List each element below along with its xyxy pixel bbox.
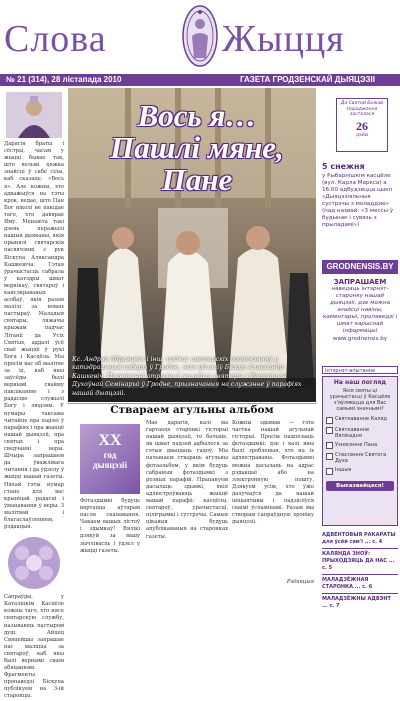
website-link[interactable]: www.grodnensis.by [332,336,388,342]
album-col-2: Кожны здымак — гэта частка нашай агульнай гісторыі. Просім падпісваць фотаздымкі: дзе і калі яны былі зробленыя, хто на іх адлюстраваны. Фотаздымкі можна дасылаць на адрас рэдакцыі або на электронную пошту. Дзякуем усім, хто ўжо далучыўся да нашай ініцыятывы і падзяліўся сваімі ўспамінамі. Разам мы створым сапраўдную хроніку дыяцэзіі. [232,420,314,526]
poll-option[interactable]: Іншыя [326,467,394,475]
sidebar-item-4[interactable]: МАЛАДЗЁЖНЫ АДВЭНТ ... с. 7 [322,596,391,609]
headline-line-1: Вось я… [137,98,257,133]
masthead [0,0,400,86]
countdown-unit: дзён [355,131,369,138]
issue-number: № 21 (314), 28 лістапада 2010 [6,75,122,84]
album-signature: Рэдакцыя [286,579,314,585]
masthead-title-left: Слова [4,18,107,60]
photo-caption: Кс. Андрэй Абрамовіч і інш. падчас святарскіх пасвячэнняў у катэдральным саборы ў Гродне, якія ўдзяліў Біскуп Аляксандр Кашкевіч. Пасвячэнні атрымалі маладыя святары з Вышэйшай Духоўнай Семінарыі ў Гродне, прызначаныя на служэнне ў парафіях нашай дыяцэзіі. [72,356,302,397]
checkbox-icon[interactable] [326,427,333,434]
bishop-portrait-icon [6,92,62,138]
checkbox-icon[interactable] [326,453,333,460]
main-headline [90,100,304,196]
diocese-anniversary-badge [80,424,140,494]
masthead-title-right: Жыцця [222,18,345,60]
right-sidebar [320,88,400,609]
masthead-info-bar [0,74,400,86]
sidebar-item-2[interactable]: КАЛЯНДА ЗНОЎ: ПРЫХОДЗЯЦЬ ДА НАС ... с. 5 [322,549,398,575]
poll-option[interactable]: Узнясенне Пана [326,442,394,450]
sidebar-item-1[interactable]: АДВЕНТОВЫЯ РАКАРАТЫ для ўсёй сям'і ... с. 4 [322,530,398,549]
countdown-days: 26 [356,118,368,133]
poll-option[interactable]: Спасланне Святога Духа [326,452,394,464]
flower-ornament-icon [6,535,62,591]
grodnensis-banner[interactable]: GRODNENSIS.BY [322,260,398,274]
countdown-text: Да Святой Божай Нараджэння засталася [340,101,384,118]
poll-option[interactable]: Святкаванне Каляд [326,416,394,424]
poll-option[interactable]: Святкаванне Вялікадня [326,427,394,439]
badge-word-2: дыяцэзіі [92,460,128,470]
event-date: 5 снежня [322,162,365,171]
poll-header: Інтэрнэт-апытанне [322,366,398,374]
invite-text: наведаць інтэрнэт-старонку нашай дыяцэзіі, дзе можна знайсці навіны, каментарыі, пропаведзі і шмат карыснай інфармацыі [322,286,398,334]
album-col-0: Фотаздымкі будуць вяртацца аўтарам пасля сканавання. Чакаем вашых лістоў і здымкаў! Вялікі дзякуй за вашу зычлівасць і ўдзел у жыцці газеты. [80,498,140,554]
poll-submit-button[interactable]: Выказвайцеся! [326,481,394,491]
event-text: у Рыбарнішкім касцёле (вул. Карла Маркса) а 16.00 адбудзецца цыкл «Дыяцэзіяльныя сустрэчы з моладдзю» (пад назвай: «З мессы ў будынак і сувязь з прыладамі») [322,173,394,228]
poll-box [322,376,398,526]
sidebar-item-3[interactable]: МАЛАДЗЁЖНАЯ СТАРОНКА ... с. 6 [322,575,398,594]
checkbox-icon[interactable] [326,442,333,449]
album-col-1: Мае дарагія, калі вы гартаеце старонкі гісторыі нашай дыяцэзіі, то бачыце, як шмат падзей адбылося за гэтыя дваццаць гадоў. Мы пачынаем ствараць агульны фотаальбом, у якім будуць сабраныя фотаздымкі з розных парафій. Прапануем дасылаць здымкі, якія адлюстроўваюць жыццё вашай парафіі: касцёлы, святароў, урачыстасці, пілігрымкі і сустрэчы. Самыя цікавыя будуць апублікаваныя на старонках газеты. [146,420,228,540]
left-article-column [4,90,65,700]
invite-title: ЗАПРАШАЕМ [333,278,387,286]
poll-title: На наш погляд [333,379,387,386]
badge-numeral: XX [98,432,122,449]
checkbox-icon[interactable] [326,468,333,475]
newspaper-subtitle: ГАЗЕТА ГРОДЗЕНСКАЙ ДЫЯЦЭЗІІ [240,75,375,84]
poll-question: Якія святы ці урачыстасці ў Касцёле з'яўляюцца для Вас самымі значнымі? [329,388,391,412]
left-article-text-2: Сапраўды, у Каталіцкім Касцёле кожны таго, хто нясе святарскую службу, называюць пастыром душ. Айцец Свяцейшы запрашае нас маліцца за святароў, каб яны былі вернымі сваім абяцанням. Фрагменты пропаведзі Біскупа публікуем на 3-ій старонцы. [4,594,64,700]
headline-line-2: Пашлі мяне, [110,130,284,165]
badge-word-1: год [103,450,117,460]
album-section-title: Ствараем агульны альбом [68,403,316,418]
headline-line-3: Пане [161,162,233,197]
madonna-medal-icon [180,2,220,70]
checkbox-icon[interactable] [326,417,333,424]
left-article-text: Дарагія браты і сёстры, часам у жыцці бывае так, што вельмі цяжка знайсці ў сабе сілы, каб сказаць: «Вось я». Але кожны, хто адважыўся на гэты крок, ведае, што Пан Бог ніколі не пакідае таго, хто давярае Яму. Менавіта такі дзень перажылі нашыя дыяканы, якія прынялі святарскія пасвячэнні з рук Біскупа Аляксандра Кашкевіча. Гэтая ўрачыстасць сабрала ў катэдры шмат вернікаў, святароў і кансэкраваных асобаў, якія разам малілі за новых пастыраў. Маладыя святары, ляжачы крыжам падчас Літаніі да Усіх Святых, аддалі ўсё сваё жыццё ў рукі Бога і Касцёла. Мы просім вас аб малітве за іх, каб яны заўсёды былі вернымі свайму пакліканню і з радасцю служылі Богу і людзям. У нумары таксама чытайце пра падзеі ў парафіях і пра жыццё нашай дыяцэзіі, пра святых і пра сведчанні веры. Шчыра запрашаем да ўважлівага чытання і да ўдзелу ў жыцці нашай газеты. Няхай гэты нумар стане для вас крыніцай радасці і ўмацавання ў веры. З малітвай і благаслаўленнем, рэдакцыя. [4,141,65,531]
